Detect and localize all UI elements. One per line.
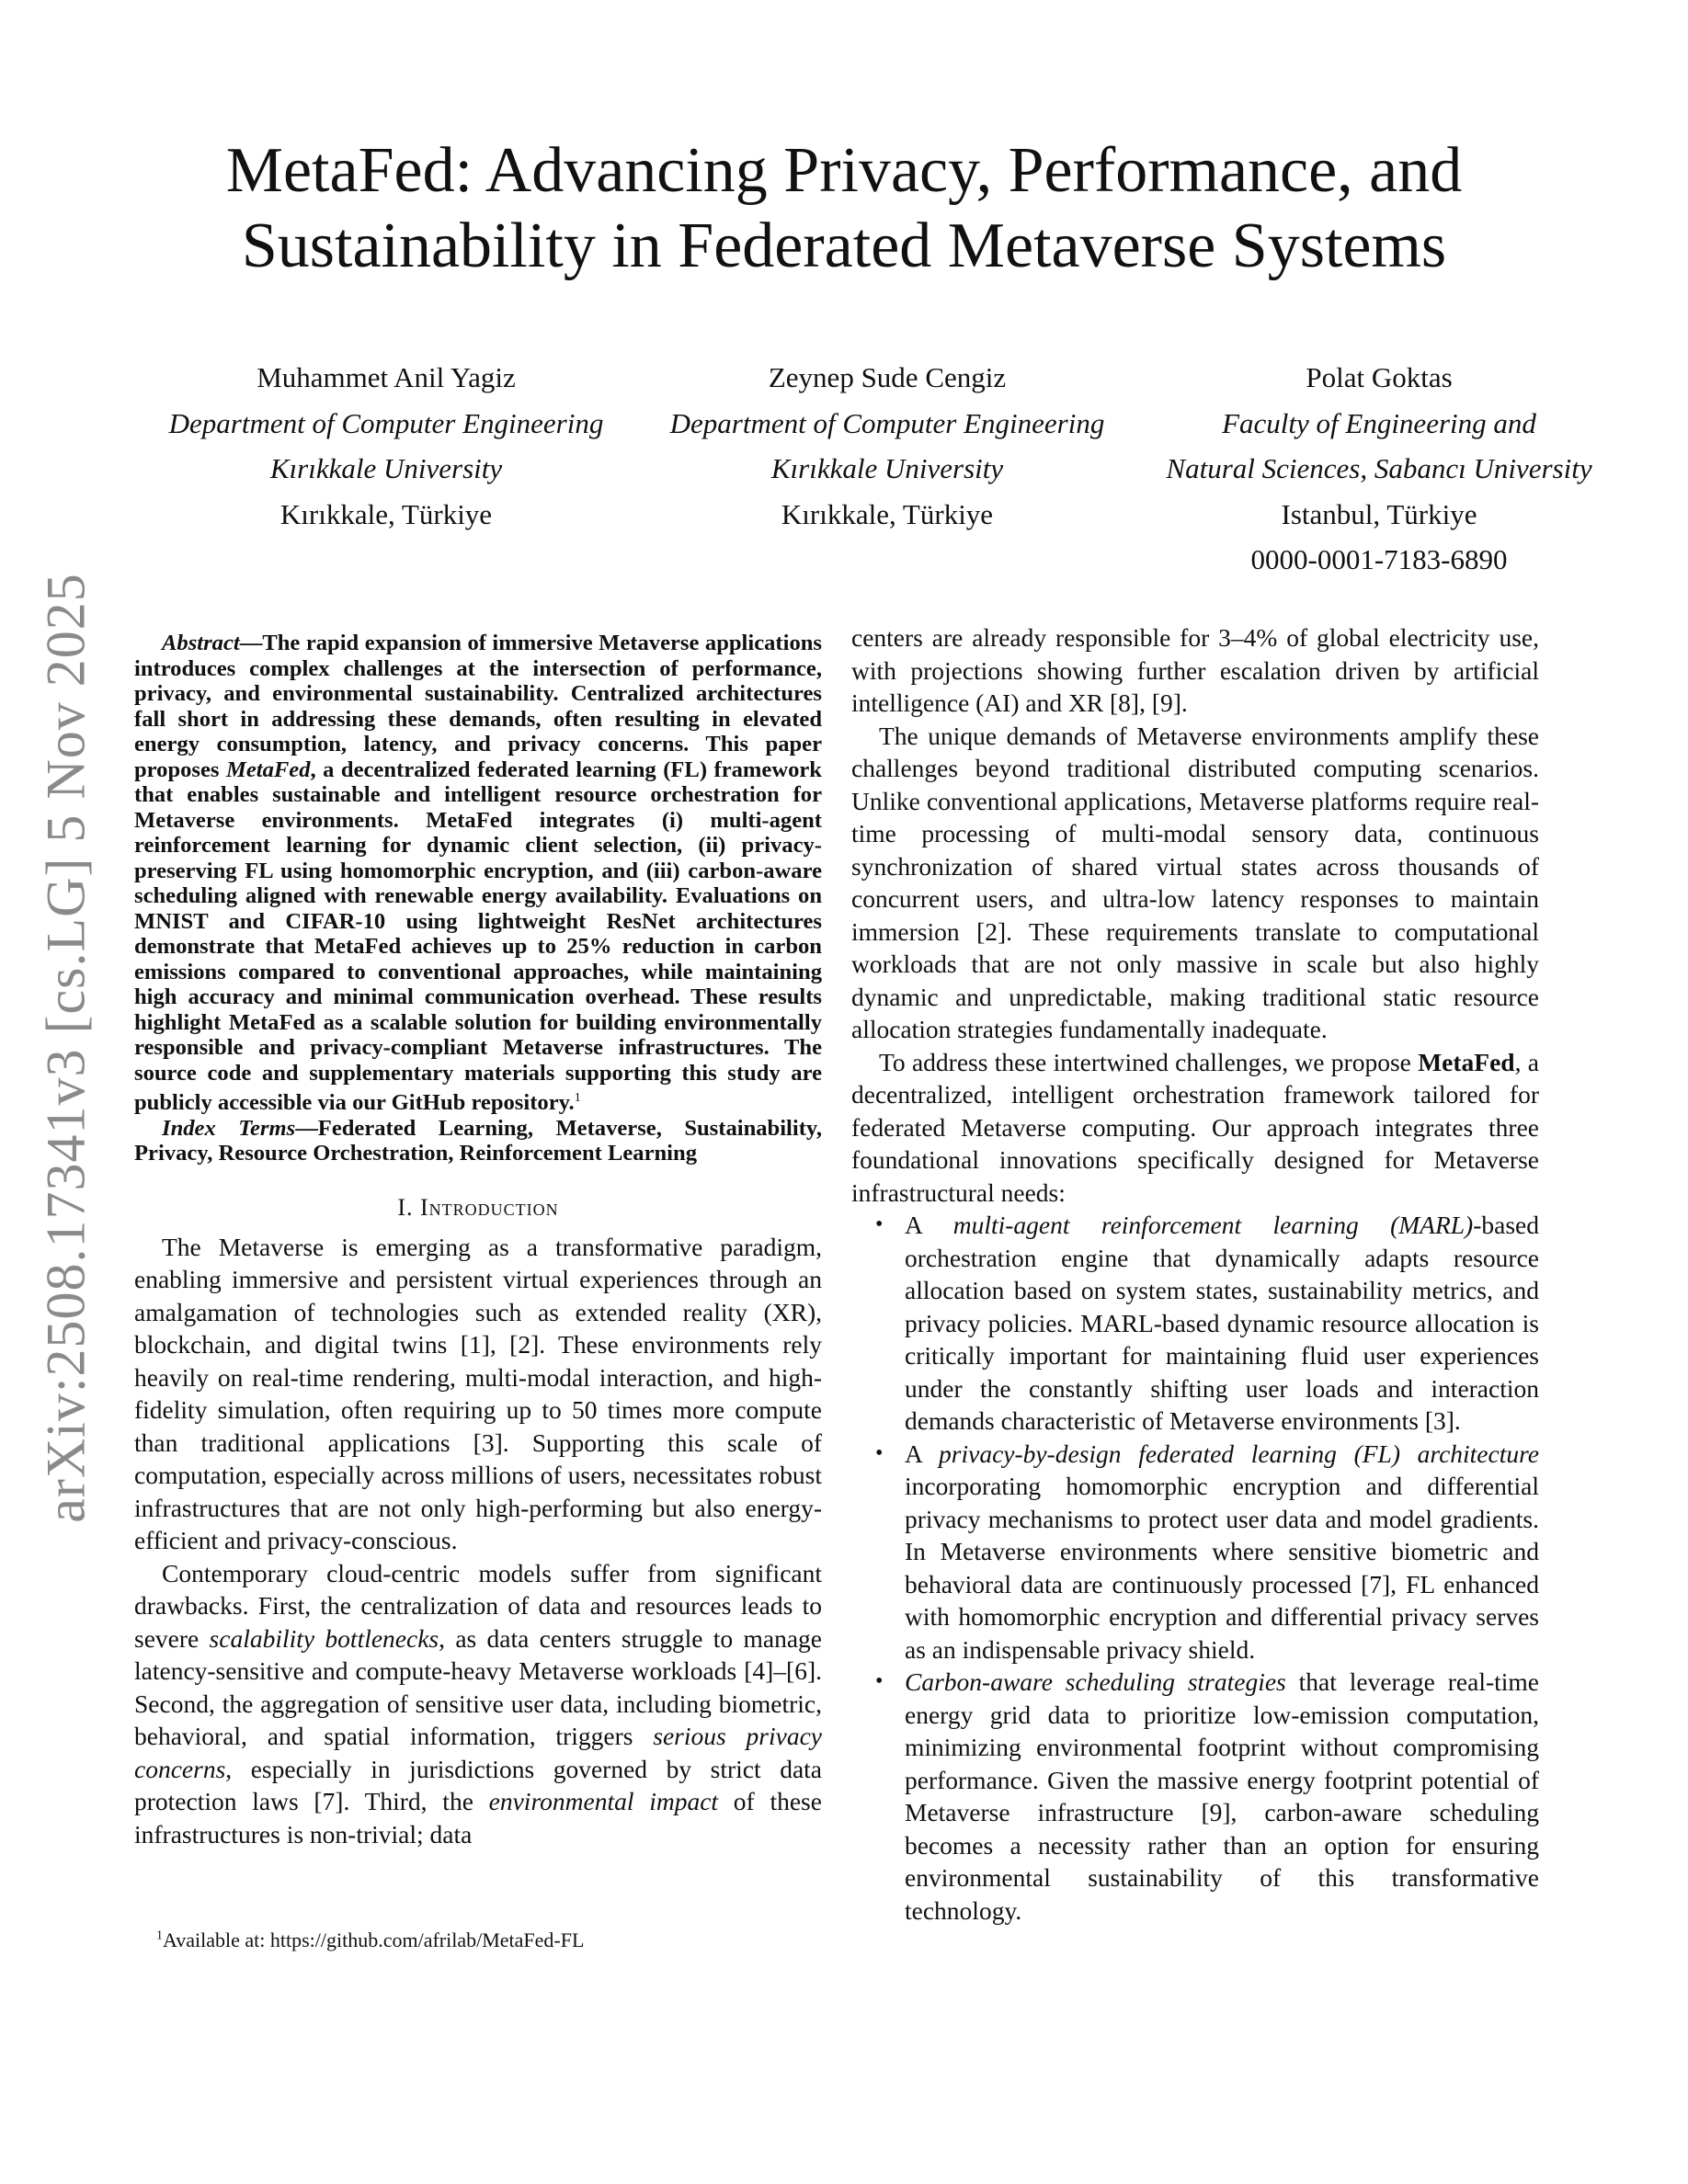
author-2 bbox=[639, 355, 1135, 537]
author-department: Department of Computer Engineering bbox=[669, 406, 1105, 439]
footnote-mark: 1 bbox=[574, 1091, 581, 1105]
paper-title bbox=[138, 133, 1550, 284]
list-item bbox=[875, 1438, 1539, 1666]
index-terms-label: Index Terms bbox=[162, 1115, 296, 1141]
emphasis-run: Carbon-aware scheduling strategies bbox=[905, 1667, 1286, 1696]
text-run: -based orchestration engine that dynamically adapts resource allocation based on system states, sustainability metrics, and privacy policies. MARL-based dynamic resource allocation is critically important for maintaining fluid user experiences under the constantly shifting user loads and interaction demands characteristic of Metaverse environments [3]. bbox=[905, 1211, 1539, 1435]
text-run: , as data centers struggle to manage latency-sensitive and compute-heavy Metaverse workloads [4]–[6]. Second, the aggregation of sensitive user data, including biometric, behavioral, and spatial information, triggers bbox=[134, 1623, 822, 1751]
arxiv-identifier-stamp: arXiv:2508.17341v3 [cs.LG] 5 Nov 2025 bbox=[35, 573, 97, 1523]
index-terms-text: —Federated Learning, Metaverse, Sustainability, Privacy, Resource Orchestration, Reinforcement Learning bbox=[134, 1115, 823, 1166]
text-run: A bbox=[905, 1211, 953, 1239]
text-run: , a decentralized, intelligent orchestration framework tailored for federated Metaverse computing. Our approach integrates three foundational innovations specifically designed for Metaverse infrastructural needs: bbox=[851, 1047, 1539, 1207]
bullet-icon: • bbox=[875, 1669, 884, 1693]
author-university: Kırıkkale University bbox=[269, 452, 503, 484]
text-run: of these infrastructures is non-trivial; data bbox=[134, 1787, 822, 1848]
text-run: To address these intertwined challenges, we propose bbox=[879, 1047, 1419, 1076]
author-department: Faculty of Engineering and bbox=[1222, 406, 1536, 439]
author-university: Natural Sciences, Sabancı University bbox=[1166, 452, 1592, 484]
text-run: , especially in jurisdictions governed by strict data protection laws [7]. Third, the bbox=[134, 1754, 822, 1816]
continued-paragraph: centers are already responsible for 3–4% of global electricity use, with projections showing further escalation driven by artificial intelligence (AI) and XR [8], [9]. bbox=[851, 623, 1539, 717]
intro-paragraph-1: The Metaverse is emerging as a transformative paradigm, enabling immersive and persistent virtual experiences through an amalgamation of technologies such as extended reality (XR), blockchain, and digital twins [1], [2]. These environments rely heavily on real-time rendering, multi-modal interaction, and high-fidelity simulation, often requiring up to 50 times more compute than traditional applications [3]. Supporting this scale of computation, especially across millions of users, necessitates robust infrastructures that are not only high-performing but also energy-efficient and privacy-conscious. bbox=[134, 1232, 822, 1555]
author-university: Kırıkkale University bbox=[770, 452, 1004, 484]
emphasis-run: privacy-by-design federated learning (FL) architecture bbox=[939, 1439, 1539, 1468]
index-terms bbox=[134, 1116, 822, 1166]
author-location: Kırıkkale, Türkiye bbox=[781, 497, 994, 530]
right-column bbox=[851, 621, 1539, 1927]
abstract-label: Abstract bbox=[162, 631, 240, 655]
author-location: Istanbul, Türkiye bbox=[1281, 497, 1477, 530]
footnote-number: 1 bbox=[156, 1928, 163, 1943]
author-department: Department of Computer Engineering bbox=[168, 406, 604, 439]
contributions-list bbox=[851, 1209, 1539, 1927]
section-heading-introduction: I. Introduction bbox=[397, 1193, 559, 1221]
author-name: Muhammet Anil Yagiz bbox=[257, 361, 516, 393]
left-column bbox=[134, 631, 822, 1850]
abstract-emphasis: MetaFed bbox=[225, 756, 311, 782]
intro-paragraph-2 bbox=[134, 1557, 822, 1851]
title-line-2: Sustainability in Federated Metaverse Systems bbox=[241, 210, 1447, 281]
abstract-text-1: —The rapid expansion of immersive Metaverse applications introduces complex challenges at the intersection of performance, privacy, and environmental sustainability. Centralized architectures fall short in addressing these demands, often resulting in elevated energy consumption, latency, and privacy concerns. This paper proposes bbox=[134, 631, 822, 782]
title-line-1: MetaFed: Advancing Privacy, Performance, and bbox=[225, 135, 1463, 206]
bullet-icon: • bbox=[875, 1440, 884, 1465]
text-run: that leverage real-time energy grid data to prioritize low-emission computation, minimizing environmental footprint without compromising performance. Given the massive energy footprint potential of Metaverse infrastructure [9], carbon-aware scheduling becomes a necessity rather than an option for ensuring environmental sustainability of this transformative technology. bbox=[905, 1667, 1539, 1925]
bold-run: MetaFed bbox=[1418, 1047, 1515, 1076]
emphasis-run: multi-agent reinforcement learning (MARL) bbox=[952, 1211, 1474, 1239]
bullet-icon: • bbox=[875, 1212, 884, 1236]
author-3 bbox=[1140, 355, 1618, 583]
text-run: Contemporary cloud-centric models suffer from significant drawbacks. First, the centralization of data and resources leads to severe bbox=[134, 1558, 822, 1653]
author-1 bbox=[138, 355, 634, 537]
text-run: A bbox=[905, 1439, 940, 1468]
text-run: incorporating homomorphic encryption and differential privacy mechanisms to protect user data and model gradients. In Metaverse environments where sensitive biometric and behavioral data are continuously processed [7], FL enhanced with homomorphic encryption and differential privacy serves as an indispensable privacy shield. bbox=[905, 1472, 1539, 1664]
body-paragraph-demands: The unique demands of Metaverse environments amplify these challenges beyond traditional distributed computing scenarios. Unlike conventional applications, Metaverse platforms require real-time processing of multi-modal sensory data, continuous synchronization of shared virtual states across thousands of concurrent users, and ultra-low latency responses to maintain immersion [2]. These requirements translate to computational workloads that are not only massive in scale but also highly dynamic and unpredictable, making traditional static resource allocation strategies fundamentally inadequate. bbox=[851, 721, 1539, 1043]
emphasis-run: serious privacy concerns bbox=[134, 1722, 822, 1783]
author-name: Polat Goktas bbox=[1306, 361, 1453, 393]
footnote bbox=[156, 1928, 584, 1952]
author-location: Kırıkkale, Türkiye bbox=[279, 497, 493, 530]
emphasis-run: environmental impact bbox=[488, 1787, 719, 1816]
author-name: Zeynep Sude Cengiz bbox=[768, 361, 1007, 393]
footnote-text: Available at: https://github.com/afrilab/MetaFed-FL bbox=[163, 1928, 585, 1951]
emphasis-run: scalability bottlenecks bbox=[209, 1623, 439, 1653]
abstract bbox=[134, 631, 822, 1116]
author-orcid: 0000-0001-7183-6890 bbox=[1250, 543, 1508, 575]
abstract-text-2: , a decentralized federated learning (FL) framework that enables sustainable and intelligent resource orchestration for Metaverse environments. MetaFed integrates (i) multi-agent reinforcement learning for dynamic client selection, (ii) privacy-preserving FL using homomorphic encryption, and (iii) carbon-aware scheduling aligned with renewable energy availability. Evaluations on MNIST and CIFAR-10 using lightweight ResNet architectures demonstrate that MetaFed achieves up to 25% reduction in carbon emissions compared to conventional approaches, while maintaining high accuracy and minimal communication overhead. These results highlight MetaFed as a scalable solution for building environmentally responsible and privacy-compliant Metaverse infrastructures. The source code and supplementary materials supporting this study are publicly accessible via our GitHub repository. bbox=[134, 756, 822, 1116]
body-paragraph-proposal bbox=[851, 1046, 1539, 1210]
list-item bbox=[875, 1666, 1539, 1927]
list-item bbox=[875, 1209, 1539, 1438]
